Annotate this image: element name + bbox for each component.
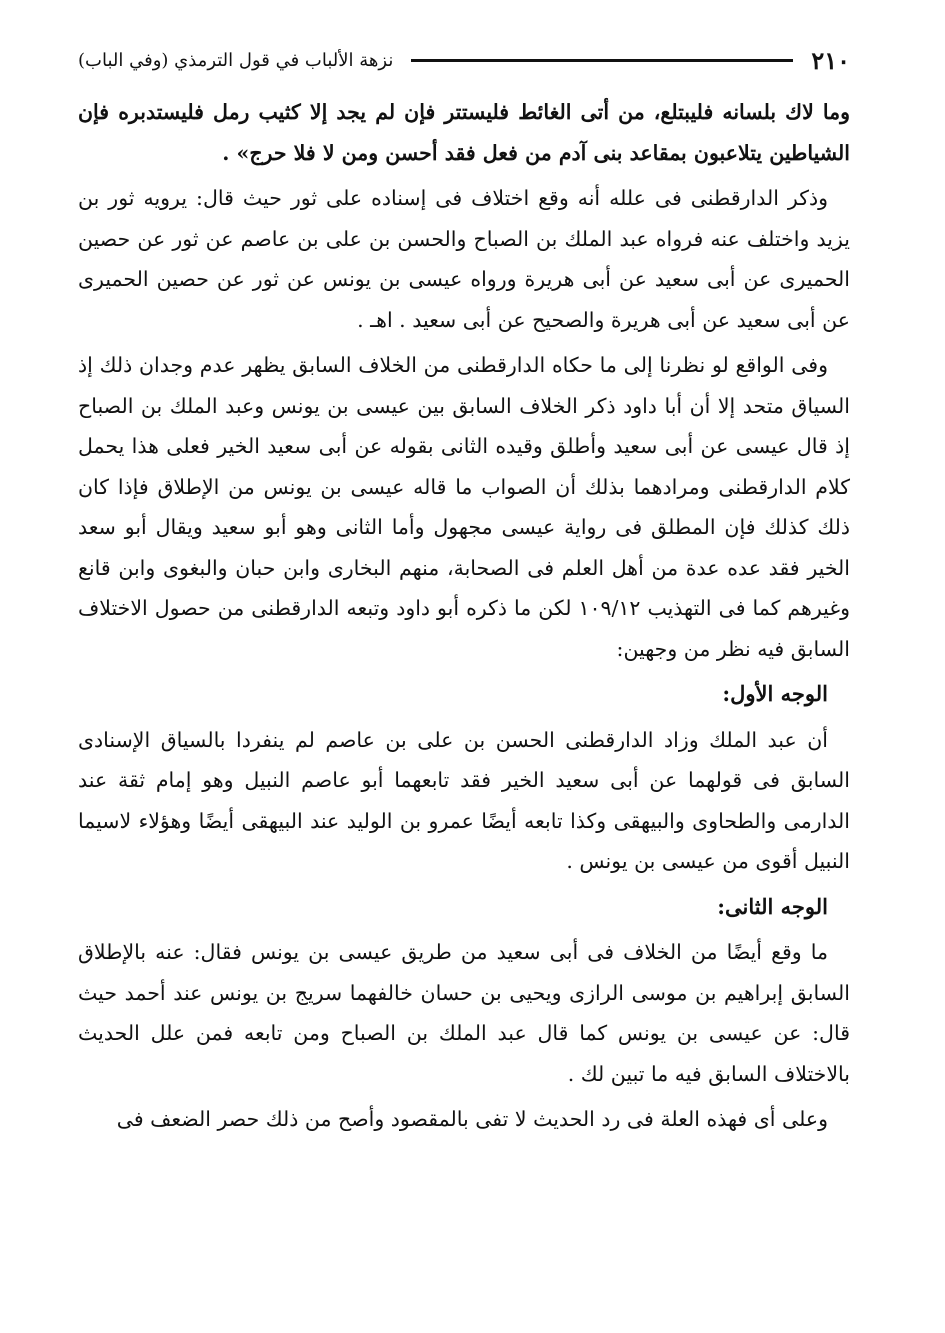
header-rule <box>411 59 793 62</box>
paragraph-second-aspect: ما وقع أيضًا من الخلاف فى أبى سعيد من طريق عيسى بن يونس فقال: عنه بالإطلاق السابق إبراهيم بن موسى الرازى ويحيى بن حسان خالفهما سريج بن يونس عند أحمد حيث قال: عن عيسى بن يونس كما قال عبد الملك بن الصباح ومن تابعه فمن علل الحديث بالاختلاف السابق فيه ما تبين لك . <box>78 940 850 1086</box>
paragraph-first-aspect: أن عبد الملك وزاد الدارقطنى الحسن بن على بن عاصم لم ينفردا بالسياق الإسنادى السابق فى قولهما عن أبى سعيد الخير فقد تابعهما أبو عاصم النبيل وهو إمام ثقة عند الدارمى والطحاوى والبيهقى وكذا تابعه أيضًا عمرو بن الوليد عند البيهقى أيضًا وهؤلاء لاسيما النبيل أقوى من عيسى بن يونس . <box>78 727 850 873</box>
body-text <box>78 92 850 1145</box>
paragraph-conclusion: وعلى أى فهذه العلة فى رد الحديث لا تفى بالمقصود وأصح من ذلك حصر الضعف فى <box>116 1107 828 1131</box>
page-number: ٢١٠ <box>811 45 850 75</box>
paragraph-discussion: وفى الواقع لو نظرنا إلى ما حكاه الدارقطنى من الخلاف السابق يظهر عدم وجدان ذلك إذ السياق متحد إلا أن أبا داود ذكر الخلاف السابق بين عيسى بن يونس وعبد الملك بن الصباح إذ قال عيسى عن أبى سعيد وأطلق وقيده الثانى بقوله عن أبى سعيد الخير فعلى هذا يحمل كلام الدارقطنى ومرادهما بذلك أن الصواب ما قاله عيسى بن يونس من الإطلاق فإذا كان ذلك كذلك فإن المطلق فى رواية عيسى مجهول وأما الثانى وهو أبو سعيد ويقال أبو سعد الخير فقد عده عدة من أهل العلم فى الصحابة، منهم البخارى وابن حبان والبغوى وابن قانع وغيرهم كما فى التهذيب ١٠٩/١٢ لكن ما ذكره أبو داود وتبعه الدارقطنى من حصول الاختلاف السابق فيه نظر من وجهين: <box>78 353 850 661</box>
section-heading-second-aspect: الوجه الثانى: <box>717 893 828 919</box>
section-heading-first-aspect: الوجه الأول: <box>722 681 828 706</box>
paragraph-daraqutni-ilal: وذكر الدارقطنى فى علله أنه وقع اختلاف فى إسناده على ثور حيث قال: يرويه ثور بن يزيد واختلف عنه فرواه عبد الملك بن الصباح والحسن بن على بن عاصم عن ثور عن حصين الحميرى عن أبى سعيد عن أبى هريرة ورواه عيسى بن يونس عن ثور عن حصين الحميرى عن أبى سعيد عن أبى هريرة والصحيح عن أبى سعيد . اهـ . <box>78 186 850 332</box>
running-title: نزهة الألباب في قول الترمذي (وفي الباب) <box>78 49 394 71</box>
paragraph-hadith-ending: وما لاك بلسانه فليبتلع، من أتى الغائط فليستتر فإن لم يجد إلا كثيب رمل فليستدبره فإن الشياطين يتلاعبون بمقاعد بنى آدم من فعل فقد أحسن ومن لا فلا حرج» . <box>78 100 850 165</box>
page-header <box>78 40 850 80</box>
